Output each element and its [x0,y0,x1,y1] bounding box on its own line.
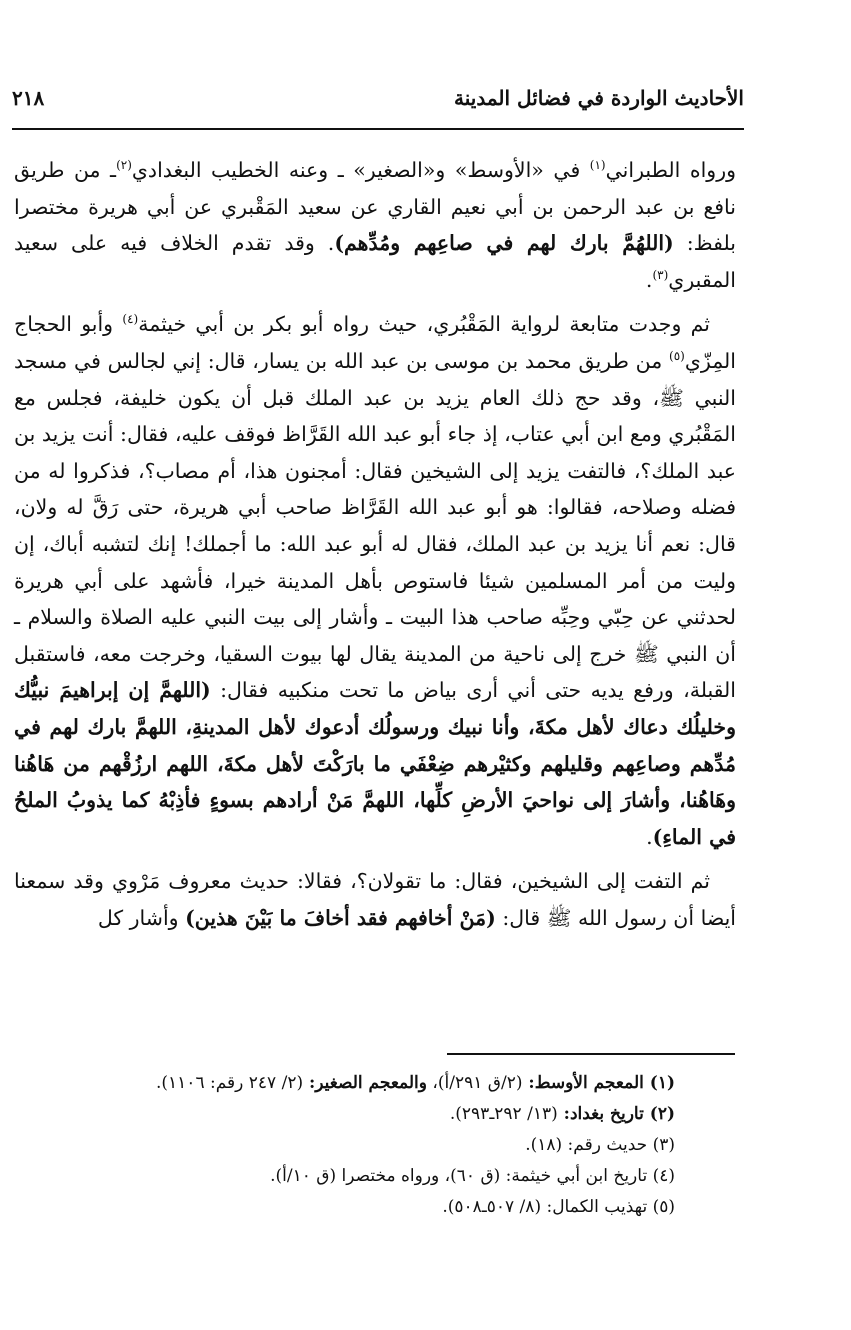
footnote-1-text: (٢/ق ٢٩١/أ)، [427,1073,523,1093]
page-number: ٢١٨ [12,86,45,110]
footnote-3-text: (١٨). [525,1135,563,1155]
footnote-2-text: (١٣/ ٢٩٢ـ٢٩٣). [449,1104,558,1124]
p1-text-3: ـ من طريق نافع بن عبد الرحمن بن أبي نعيم القاري عن سعيد المَقْبري عن أبي هريرة مختصرا بلفظ: [14,158,737,256]
footnote-1 [140,1068,675,1099]
main-text [14,152,736,944]
footnote-1-text-2: (٢/ ٢٤٧ رقم: ١١٠٦). [156,1073,304,1093]
footnote-ref-5: (٥) [669,349,685,364]
hadith-quote-3: (مَنْ أخافهم فقد أخافَ ما بَيْنَ هذين) [185,905,496,930]
footnote-3 [140,1130,675,1161]
footnote-4 [140,1161,675,1192]
footnote-5-label: (٥) تهذيب الكمال: [541,1197,675,1217]
p1-text-2: في «الأوسط» و«الصغير» ـ وعنه الخطيب البغدادي [131,158,590,182]
footnote-4-label: (٤) تاريخ ابن أبي خيثمة: [500,1166,675,1186]
hadith-quote-1: (اللهُمَّ بارك لهم في صاعِهم ومُدِّهم) [334,231,674,256]
paragraph-2 [14,306,736,855]
footnote-1-label: (١) المعجم الأوسط: [522,1073,675,1093]
page-header [12,86,744,126]
paragraph-1 [14,152,736,298]
footnote-ref-1: (١) [589,158,606,173]
paragraph-3 [14,863,736,936]
footnote-5 [140,1192,675,1223]
footnote-ref-4: (٤) [122,312,139,327]
p1-text-5: . [645,267,653,292]
footnote-1-label-2: والمعجم الصغير: [303,1073,427,1093]
footnote-2-label: (٢) تاريخ بغداد: [557,1104,675,1124]
running-title: الأحاديث الواردة في فضائل المدينة [454,86,744,110]
footnote-rule [447,1053,735,1055]
p1-text-1: ورواه الطبراني [605,158,736,182]
footnote-ref-2: (٢) [116,158,132,173]
footnote-5-text: (٨/ ٥٠٧ـ٥٠٨). [442,1197,542,1217]
footnote-2 [140,1099,675,1130]
p1-text-4: . وقد تقدم الخلاف فيه على سعيد المقبري [14,231,736,292]
footnote-3-label: (٣) حديث رقم: [562,1135,675,1155]
footnotes [140,1068,675,1223]
p3-text-1: ثم التفت إلى الشيخين، فقال: ما تقولان؟، فقالا: حديث معروف مَرْوي وقد سمعنا أيضا أن رسول الله ﷺ قال: [14,869,736,930]
p3-text-2: وأشار كل [97,905,186,930]
p2-text-1: ثم وجدت متابعة لرواية المَقْبُري، حيث رواه أبو بكر بن أبي خيثمة [138,312,711,337]
hadith-quote-2: (اللهمَّ إن إبراهيمَ نبيُّك وخليلُك دعاك لأهل مكةَ، وأنا نبيك ورسولُك أدعوك لأهل المدينةِ، اللهمَّ بارك لهم في مُدِّهم وصاعِهم وقليلهم وكثيْرهم ضِعْفَي ما بارَكْتَ لأهل مكةَ، اللهم ارزُقْهم من هَاهُنا وهَاهُنا، وأشارَ إلى نواحيَ الأرضِ كلِّها، اللهمَّ مَنْ أرادهم بسوءٍ فأذِبْهُ كما يذوبُ الملحُ في الماءِ) [14,678,736,849]
footnote-4-text: (ق ٦٠)، ورواه مختصرا (ق ١٠/أ). [270,1166,501,1186]
p2-text-3: من طريق محمد بن موسى بن عبد الله بن يسار، قال: إني لجالس في مسجد النبي ﷺ، وقد حج ذلك العام يزيد بن عبد الملك قبل أن يكون خليفة، فجلس مع المَقْبُري ومع ابن أبي عتاب، إذ جاء أبو عبد الله القَرَّاظ فوقف عليه، فقال: أنت يزيد بن عبد الملك؟، فالتفت يزيد إلى الشيخين فقال: أمجنون هذا، أم مصاب؟، فذكروا له من فضله وصلاحه، فقالوا: هو أبو عبد الله القَرَّاظ صاحب أبي هريرة، حتى رَقَّ له ولان، قال: نعم أنا يزيد بن عبد الملك، فقال له أبو عبد الله: ما أجملك! إنك لتشبه أباك، إن وليت من أمر المسلمين شيئا فاستوص بأهل المدينة خيرا، فأشهد على أبي هريرة لحدثني عن حِبّي وحِبِّه صاحب هذا البيت ـ وأشار إلى بيت النبي عليه الصلاة والسلام ـ أن النبي ﷺ خرج إلى ناحية من المدينة يقال لها بيوت السقيا، وخرجت معه، فاستقبل القبلة، ورفع يديه حتى أني أرى بياض ما تحت منكبيه فقال: [14,348,736,703]
p2-text-4: . [646,824,653,849]
p2-text-2: وأبو الحجاج المِزّي [14,312,736,373]
header-rule [12,128,744,130]
footnote-ref-3: (٣) [652,267,669,282]
